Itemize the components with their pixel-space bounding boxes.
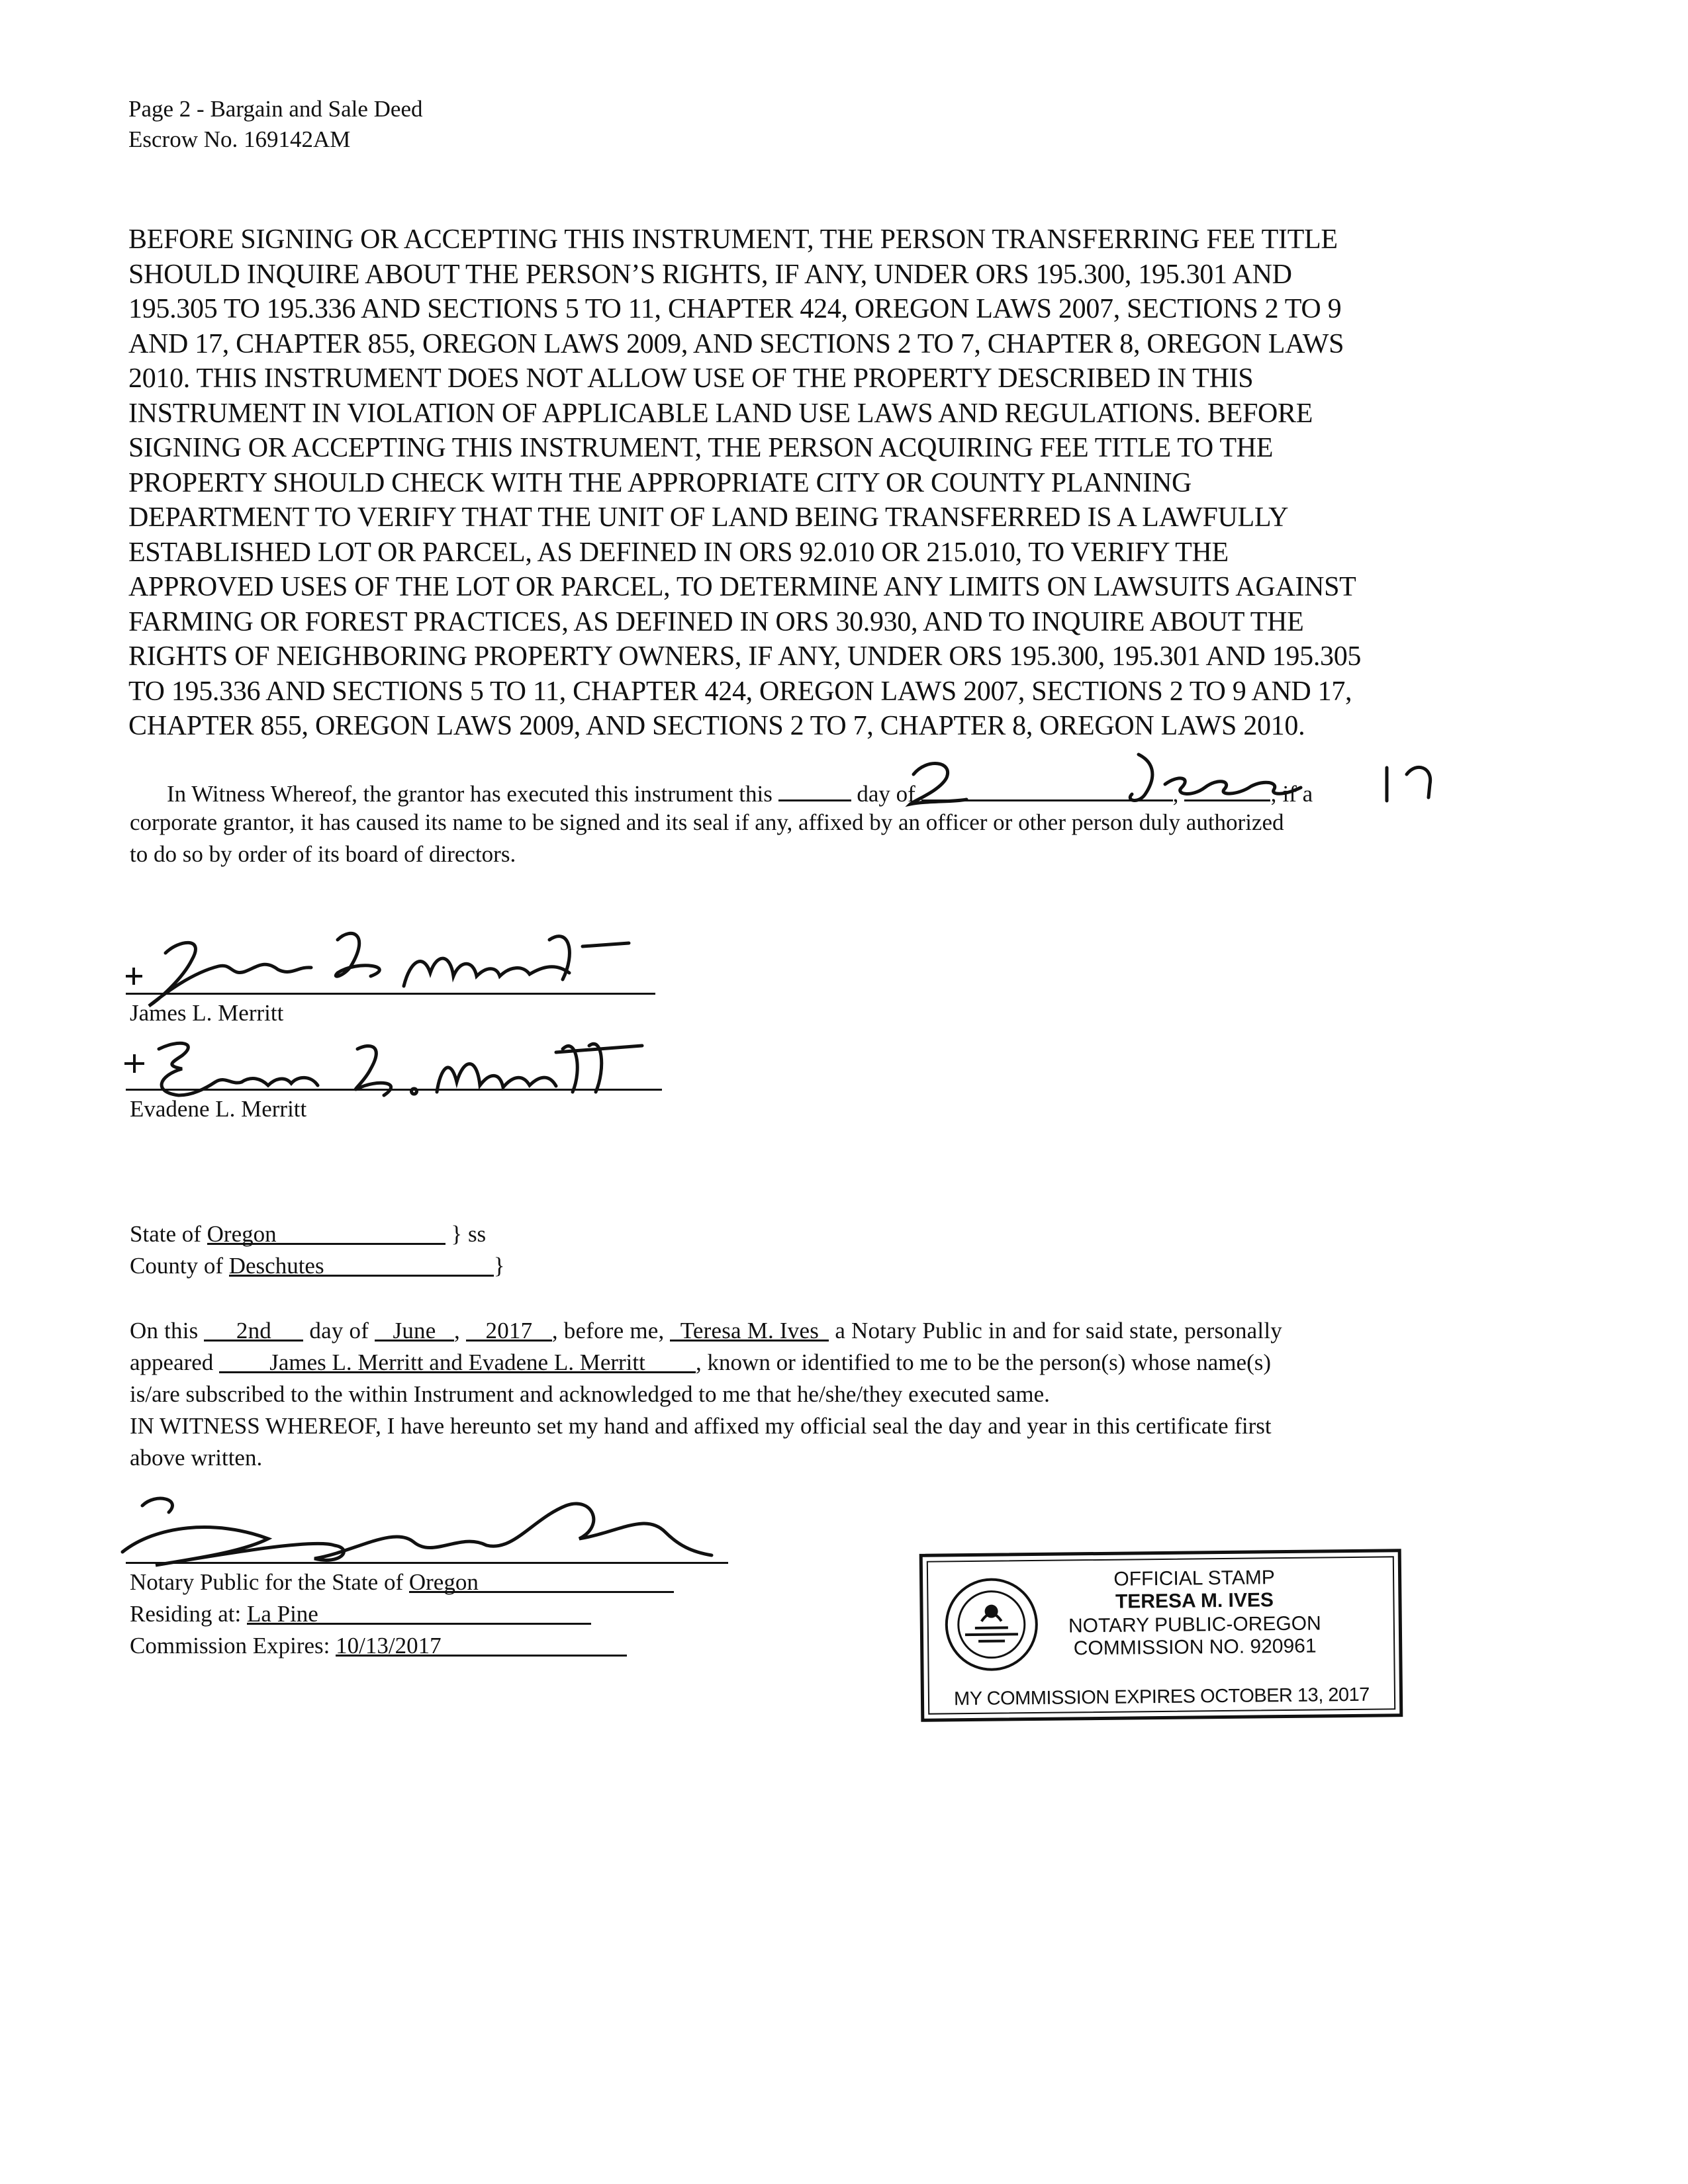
notary-residing: Residing at: La Pine — [130, 1599, 591, 1629]
notary-state: Notary Public for the State of Oregon — [130, 1567, 674, 1598]
stamp-line4: COMMISSION NO. 920961 — [1073, 1635, 1317, 1660]
ack-month: June — [375, 1316, 454, 1342]
ack-line2: appeared James L. Merritt and Evadene L. Merritt , known or identified to me to be the person(s) whose name(s) — [130, 1347, 1271, 1378]
ack-line4: IN WITNESS WHEREOF, I have hereunto set my hand and affixed my official seal the day and year in this certificate first — [130, 1413, 1272, 1439]
grantor1-name: James L. Merritt — [130, 1000, 284, 1026]
warning-line: AND 17, CHAPTER 855, OREGON LAWS 2009, AND SECTIONS 2 TO 7, CHAPTER 8, OREGON LAWS — [128, 328, 1344, 359]
notary-expires: Commission Expires: 10/13/2017 — [130, 1631, 627, 1661]
handwritten-day — [900, 754, 980, 814]
warning-line: TO 195.336 AND SECTIONS 5 TO 11, CHAPTER 424, OREGON LAWS 2007, SECTIONS 2 TO 9 AND 17, — [128, 676, 1352, 707]
ack-year: 2017 — [466, 1316, 552, 1342]
warning-line: APPROVED USES OF THE LOT OR PARCEL, TO DETERMINE ANY LIMITS ON LAWSUITS AGAINST — [128, 572, 1356, 602]
warning-line: CHAPTER 855, OREGON LAWS 2009, AND SECTIONS 2 TO 7, CHAPTER 8, OREGON LAWS 2010. — [128, 711, 1305, 741]
state-seal-icon — [941, 1574, 1042, 1675]
witness-day-blank — [778, 776, 851, 801]
warning-line: FARMING OR FOREST PRACTICES, AS DEFINED IN ORS 30.930, AND TO INQUIRE ABOUT THE — [128, 606, 1304, 637]
warning-line: DEPARTMENT TO VERIFY THAT THE UNIT OF LAND BEING TRANSFERRED IS A LAWFULLY — [128, 502, 1289, 533]
grantor2-signature-line — [126, 1089, 662, 1091]
notary-signature-line — [126, 1562, 728, 1564]
handwritten-month — [1119, 748, 1317, 814]
warning-line: SHOULD INQUIRE ABOUT THE PERSON’S RIGHTS, IF ANY, UNDER ORS 195.300, 195.301 AND — [128, 259, 1292, 290]
warning-line: 195.305 TO 195.336 AND SECTIONS 5 TO 11, CHAPTER 424, OREGON LAWS 2007, SECTIONS 2 TO 9 — [128, 294, 1342, 324]
grantor1-signature-line — [126, 993, 655, 995]
escrow-number: Escrow No. 169142AM — [128, 126, 351, 152]
stamp-line2: TERESA M. IVES — [1115, 1589, 1274, 1613]
notary-state-value: Oregon — [409, 1567, 674, 1593]
ack-notary-name: Teresa M. Ives — [670, 1316, 829, 1342]
ack-line1: On this 2nd day of June , 2017 , before me, Teresa M. Ives a Notary Public in and for said state, personally — [130, 1316, 1282, 1346]
warning-line: INSTRUMENT IN VIOLATION OF APPLICABLE LAND USE LAWS AND REGULATIONS. BEFORE — [128, 398, 1313, 429]
stamp-line3: NOTARY PUBLIC-OREGON — [1068, 1612, 1321, 1637]
warning-line: SIGNING OR ACCEPTING THIS INSTRUMENT, THE PERSON ACQUIRING FEE TITLE TO THE — [128, 433, 1274, 463]
statutory-warning — [128, 222, 1532, 744]
ack-line3: is/are subscribed to the within Instrument and acknowledged to me that he/she/they executed same. — [130, 1381, 1050, 1407]
venue-county-value: Deschutes — [229, 1251, 494, 1277]
handwritten-year — [1370, 754, 1450, 807]
stamp-line5: MY COMMISSION EXPIRES OCTOBER 13, 2017 — [953, 1684, 1370, 1710]
witness-clause-line3: to do so by order of its board of directors. — [130, 841, 516, 867]
grantor2-name: Evadene L. Merritt — [130, 1096, 307, 1122]
ack-persons: James L. Merritt and Evadene L. Merritt — [219, 1347, 696, 1373]
warning-line: PROPERTY SHOULD CHECK WITH THE APPROPRIATE CITY OR COUNTY PLANNING — [128, 467, 1192, 498]
notary-residing-value: La Pine — [247, 1599, 591, 1625]
warning-line: RIGHTS OF NEIGHBORING PROPERTY OWNERS, IF ANY, UNDER ORS 195.300, 195.301 AND 195.305 — [128, 641, 1362, 672]
official-notary-stamp — [919, 1549, 1403, 1722]
ack-day: 2nd — [204, 1316, 303, 1342]
warning-line: 2010. THIS INSTRUMENT DOES NOT ALLOW USE OF THE PROPERTY DESCRIBED IN THIS — [128, 363, 1254, 394]
venue-state-value: Oregon — [207, 1219, 445, 1245]
warning-line: BEFORE SIGNING OR ACCEPTING THIS INSTRUMENT, THE PERSON TRANSFERRING FEE TITLE — [128, 224, 1338, 255]
notary-expires-value: 10/13/2017 — [336, 1631, 627, 1657]
page-header-title: Page 2 - Bargain and Sale Deed — [128, 96, 423, 122]
witness-clause-line2: corporate grantor, it has caused its name to be signed and its seal if any, affixed by an officer or other person duly authorized — [130, 809, 1284, 835]
stamp-line1: OFFICIAL STAMP — [1113, 1567, 1275, 1590]
venue-county: County of Deschutes } — [130, 1251, 505, 1281]
witness-clause-line1: In Witness Whereof, the grantor has executed this instrument this day of , ; if a — [167, 776, 1313, 809]
ack-line5: above written. — [130, 1445, 263, 1471]
venue-state: State of Oregon } ss — [130, 1219, 486, 1250]
warning-line: ESTABLISHED LOT OR PARCEL, AS DEFINED IN ORS 92.010 OR 215.010, TO VERIFY THE — [128, 537, 1229, 568]
